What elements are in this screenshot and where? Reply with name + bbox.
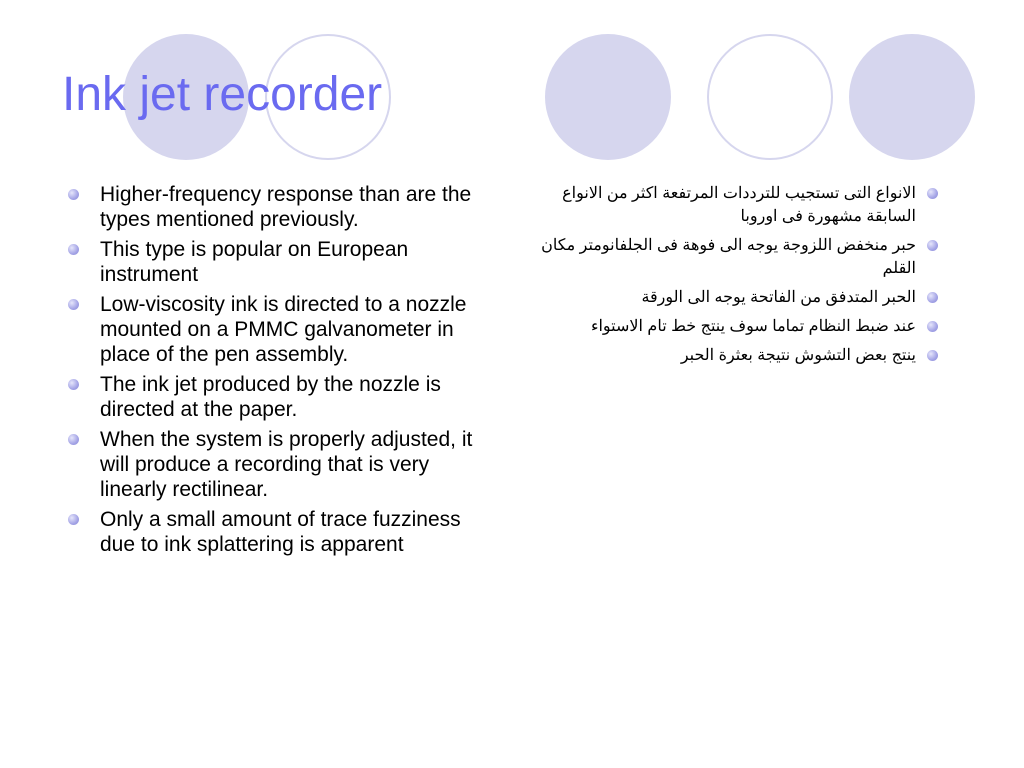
list-item (528, 344, 938, 367)
list-item (68, 292, 498, 367)
list-item (68, 507, 498, 557)
bullet-icon (68, 189, 79, 200)
bullet-text: When the system is properly adjusted, it will produce a recording that is very linearly rectilinear. (100, 428, 473, 501)
bullet-icon (68, 244, 79, 255)
list-item (68, 427, 498, 502)
list-item (528, 286, 938, 309)
english-bullet-list (68, 182, 498, 562)
bullet-icon (68, 514, 79, 525)
bullet-text: Higher-frequency response than are the types mentioned previously. (100, 183, 472, 231)
bullet-icon (927, 321, 938, 332)
bullet-text: الانواع التى تستجيب للترددات المرتفعة اكثر من الانواع السابقة مشهورة فى اوروبا (562, 185, 916, 225)
list-item (68, 372, 498, 422)
bullet-text: حبر منخفض اللزوجة يوجه الى فوهة فى الجلفانومتر مكان القلم (541, 237, 916, 277)
slide-title: Ink jet recorder (62, 68, 383, 121)
decorative-ring-2 (707, 34, 833, 160)
decorative-circle-3 (849, 34, 975, 160)
bullet-text: عند ضبط النظام تماما سوف ينتج خط تام الاستواء (590, 318, 916, 335)
list-item (528, 315, 938, 338)
bullet-text: الحبر المتدفق من الفاتحة يوجه الى الورقة (641, 289, 916, 306)
bullet-text: The ink jet produced by the nozzle is directed at the paper. (100, 373, 441, 421)
list-item (68, 182, 498, 232)
bullet-icon (68, 379, 79, 390)
arabic-bullet-list (528, 182, 938, 373)
bullet-text: Low-viscosity ink is directed to a nozzle mounted on a PMMC galvanometer in place of the pen assembly. (100, 293, 467, 366)
list-item (528, 182, 938, 228)
bullet-icon (68, 434, 79, 445)
bullet-text: Only a small amount of trace fuzziness due to ink splattering is apparent (100, 508, 461, 556)
bullet-icon (927, 240, 938, 251)
bullet-text: ينتج بعض التشوش نتيجة بعثرة الحبر (680, 347, 916, 364)
bullet-icon (68, 299, 79, 310)
bullet-icon (927, 350, 938, 361)
bullet-icon (927, 188, 938, 199)
list-item (68, 237, 498, 287)
bullet-icon (927, 292, 938, 303)
list-item (528, 234, 938, 280)
decorative-circle-2 (545, 34, 671, 160)
bullet-text: This type is popular on European instrument (100, 238, 409, 286)
